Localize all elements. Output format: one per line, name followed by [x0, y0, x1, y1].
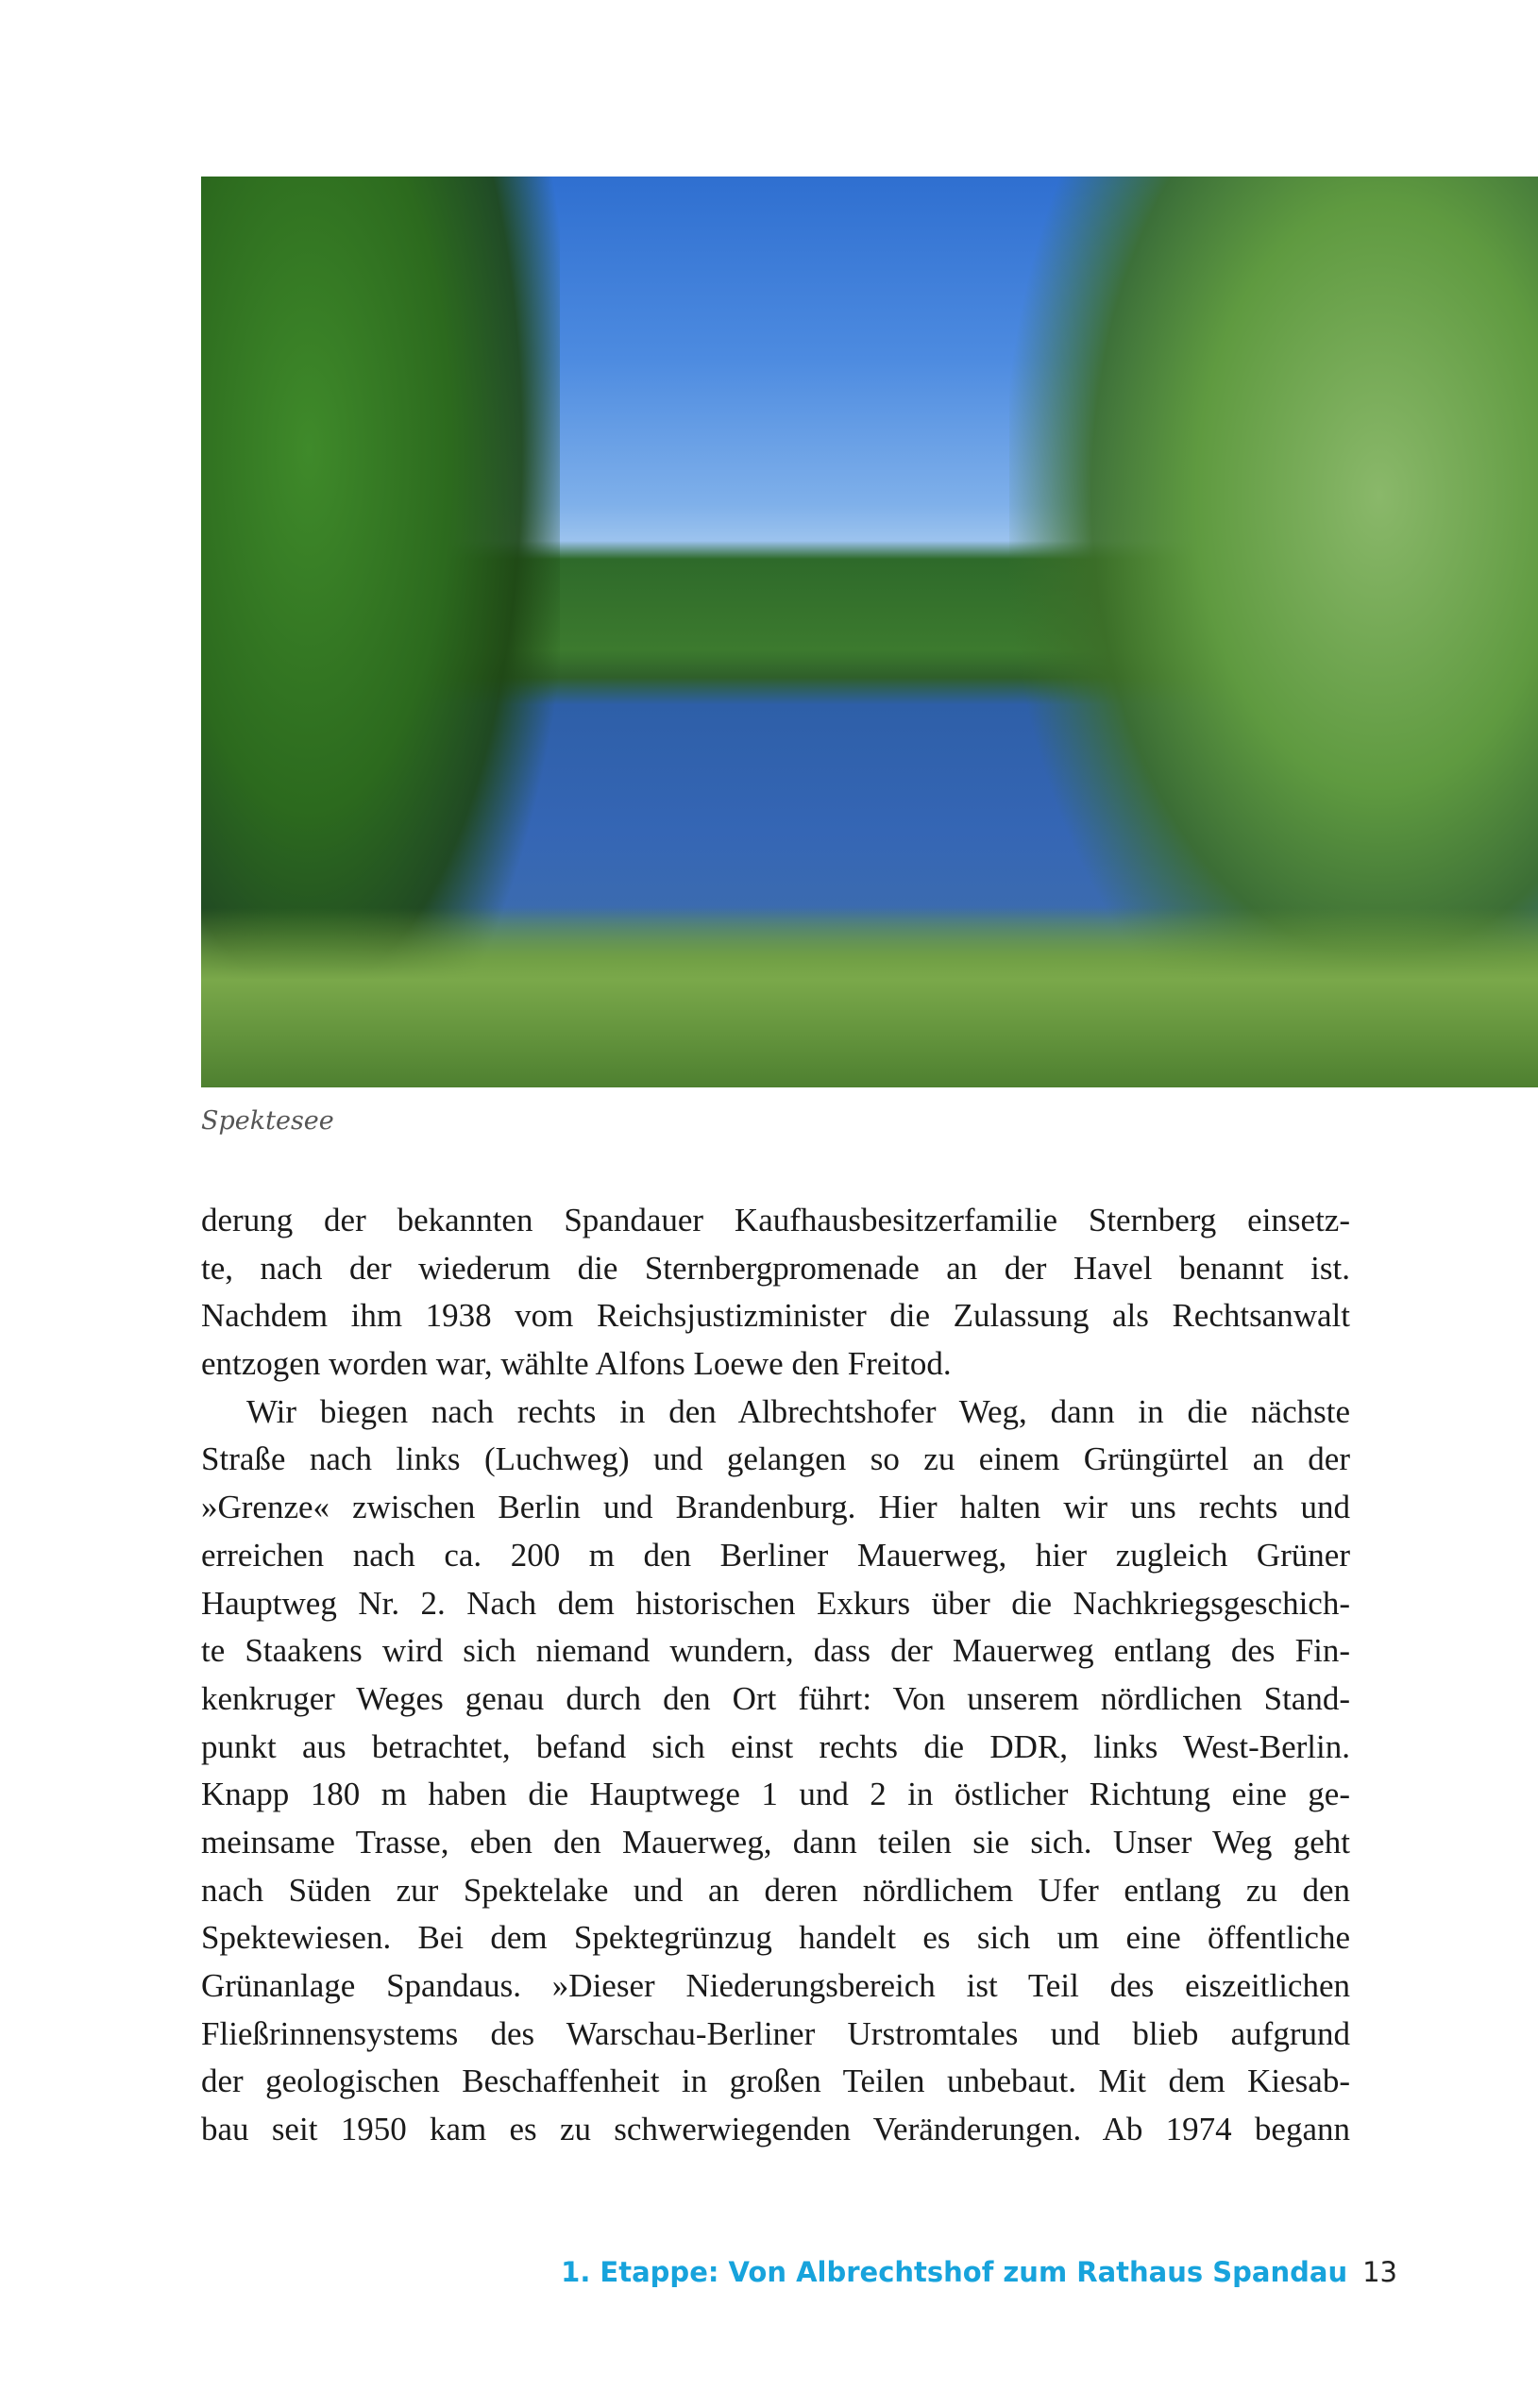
- text-line: der geologischen Beschaffenheit in großen Teilen unbebaut. Mit dem Kiesab-: [201, 2063, 1350, 2100]
- reeds-foreground: [201, 908, 1538, 1087]
- text-line: entzogen worden war, wählte Alfons Loewe den Freitod.: [201, 1345, 952, 1383]
- text-line: derung der bekannten Spandauer Kaufhausbesitzerfamilie Sternberg einsetz-: [201, 1202, 1350, 1238]
- page-number: 13: [1362, 2256, 1397, 2288]
- text-line: Hauptweg Nr. 2. Nach dem historischen Exkurs über die Nachkriegsgeschich-: [201, 1584, 1350, 1622]
- chapter-title: 1. Etappe: Von Albrechtshof zum Rathaus Spandau: [561, 2256, 1348, 2288]
- text-line: meinsame Trasse, eben den Mauerweg, dann teilen sie sich. Unser Weg geht: [201, 1823, 1350, 1861]
- text-line: Grünanlage Spandaus. »Dieser Niederungsbereich ist Teil des eiszeitlichen: [201, 1967, 1350, 2004]
- text-line: Spektewiesen. Bei dem Spektegrünzug handelt es sich um eine öffentliche: [201, 1919, 1350, 1957]
- text-line: »Grenze« zwischen Berlin und Brandenburg. Hier halten wir uns rechts und: [201, 1489, 1350, 1526]
- text-line: erreichen nach ca. 200 m den Berliner Mauerweg, hier zugleich Grüner: [201, 1536, 1350, 1574]
- text-line: Nachdem ihm 1938 vom Reichsjustizminister die Zulassung als Rechtsanwalt: [201, 1297, 1350, 1335]
- text-line: punkt aus betrachtet, befand sich einst rechts die DDR, links West-Berlin.: [201, 1727, 1350, 1765]
- text-line: bau seit 1950 kam es zu schwerwiegenden Veränderungen. Ab 1974 begann: [201, 2111, 1350, 2148]
- text-line: Knapp 180 m haben die Hauptwege 1 und 2 in östlicher Richtung eine ge-: [201, 1776, 1350, 1813]
- text-line: kenkruger Weges genau durch den Ort führt: Von unserem nördlichen Stand-: [201, 1679, 1350, 1717]
- running-footer: [0, 2256, 1397, 2288]
- text-line: Fließrinnensystems des Warschau-Berliner Urstromtales und blieb aufgrund: [201, 2014, 1350, 2052]
- text-line: te Staakens wird sich niemand wundern, dass der Mauerweg entlang des Fin-: [201, 1632, 1350, 1670]
- lake-photo: [201, 177, 1538, 1087]
- body-text: [201, 1197, 1350, 2154]
- text-line: Wir biegen nach rechts in den Albrechtshofer Weg, dann in die nächste: [246, 1392, 1350, 1430]
- text-line: te, nach der wiederum die Sternbergpromenade an der Havel benannt ist.: [201, 1249, 1350, 1287]
- photo-caption: Spektesee: [201, 1106, 334, 1136]
- text-line: Straße nach links (Luchweg) und gelangen so zu einem Grüngürtel an der: [201, 1440, 1350, 1478]
- text-line: nach Süden zur Spektelake und an deren nördlichem Ufer entlang zu den: [201, 1871, 1350, 1909]
